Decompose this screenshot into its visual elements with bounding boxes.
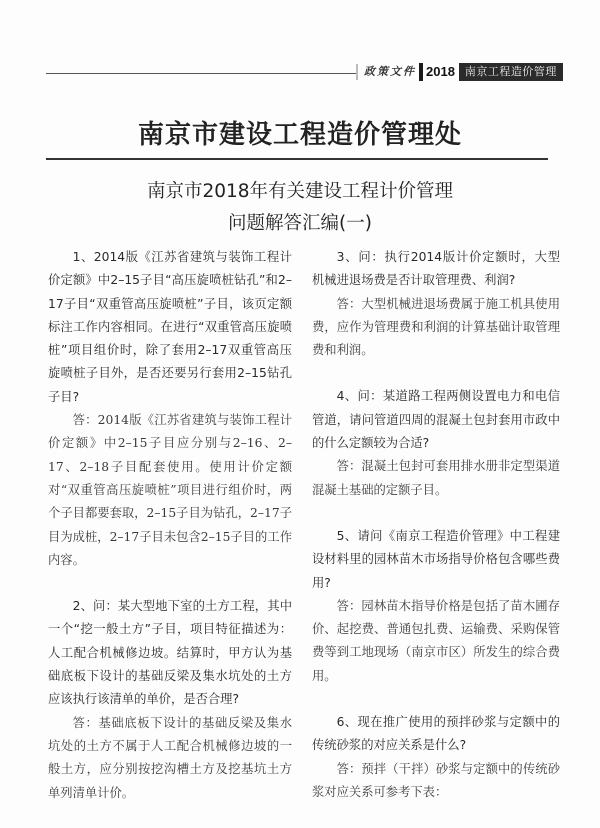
spacer [312,362,560,385]
left-column [48,246,292,805]
section-category: 政策文件 [356,64,419,80]
question-6: 6、现在推广使用的预拌砂浆与定额中的传统砂浆的对应关系是什么? [312,715,560,753]
right-column [312,246,560,804]
spacer [312,502,560,525]
org-title: 南京市建设工程造价管理处 [137,120,462,150]
answer-3: 答：大型机械进退场费属于施工机具使用费，应作为管理费和利润的计算基础计取管理费和利润。 [312,296,560,358]
answer-2: 答：基础底板下设计的基础反梁及集水坑处的土方不属于人工配合机械修边坡的一般土方，应分别按挖沟槽土方及挖基坑土方单列清单计价。 [48,715,292,800]
spacer [48,572,292,595]
question-3: 3、问：执行2014版计价定额时，大型机械进退场费是否计取管理费、利润? [312,250,560,288]
answer-5: 答：园林苗木指导价格是包括了苗木圃存价、起挖费、普通包扎费、运输费、采购保管费等到工地现场（南京市区）所发生的综合费用。 [312,598,560,683]
issue-year: 2018 [419,63,459,81]
answer-1: 答：2014版《江苏省建筑与装饰工程计价定额》中2–15子目应分别与2–16、2–17、2–18子目配套使用。使用计价定额对“双重管高压旋喷桩”项目进行组价时，两个子目都要套取，2–15子目为钻孔，2–17子目为成桩，2–17子目未包含2–15子目的工作内容。 [48,413,292,567]
answer-4: 答：混凝土包封可套用排水册非定型渠道混凝土基础的定额子目。 [312,459,560,497]
magazine-name: 南京工程造价管理 [459,63,563,81]
question-4: 4、问：某道路工程两侧设置电力和电信管道，请问管道四周的混凝土包封套用市政中的什么定额较为合适? [312,389,560,451]
article-title-line-2: 问题解答汇编(一) [228,213,372,234]
section-tag [356,63,563,81]
question-5: 5、请问《南京工程造价管理》中工程建设材料里的园林苗木市场指导价格包含哪些费用? [312,528,560,590]
question-1: 1、2014版《江苏省建筑与装饰工程计价定额》中2–15子目“高压旋喷桩钻孔”和2–17子目“双重管高压旋喷桩”子目，该页定额标注工作内容相同。在进行“双重管高压旋喷桩”项目组价时，除了套用2–17双重管高压旋喷桩子目外，是否还要另行套用2–15钻孔子目? [48,250,292,404]
answer-6: 答：预拌（干拌）砂浆与定额中的传统砂浆对应关系可参考下表： [312,761,560,799]
header-rule [46,73,356,74]
title-rule [46,158,548,160]
spacer [312,688,560,711]
question-2: 2、问：某大型地下室的土方工程，其中一个“挖一般土方”子目，项目特征描述为：人工配合机械修边坡。结算时，甲方认为基础底板下设计的基础反梁及集水坑处的土方应该执行该清单的单价，是否合理? [48,599,292,707]
article-title-line-1: 南京市2018年有关建设工程计价管理 [146,181,454,202]
